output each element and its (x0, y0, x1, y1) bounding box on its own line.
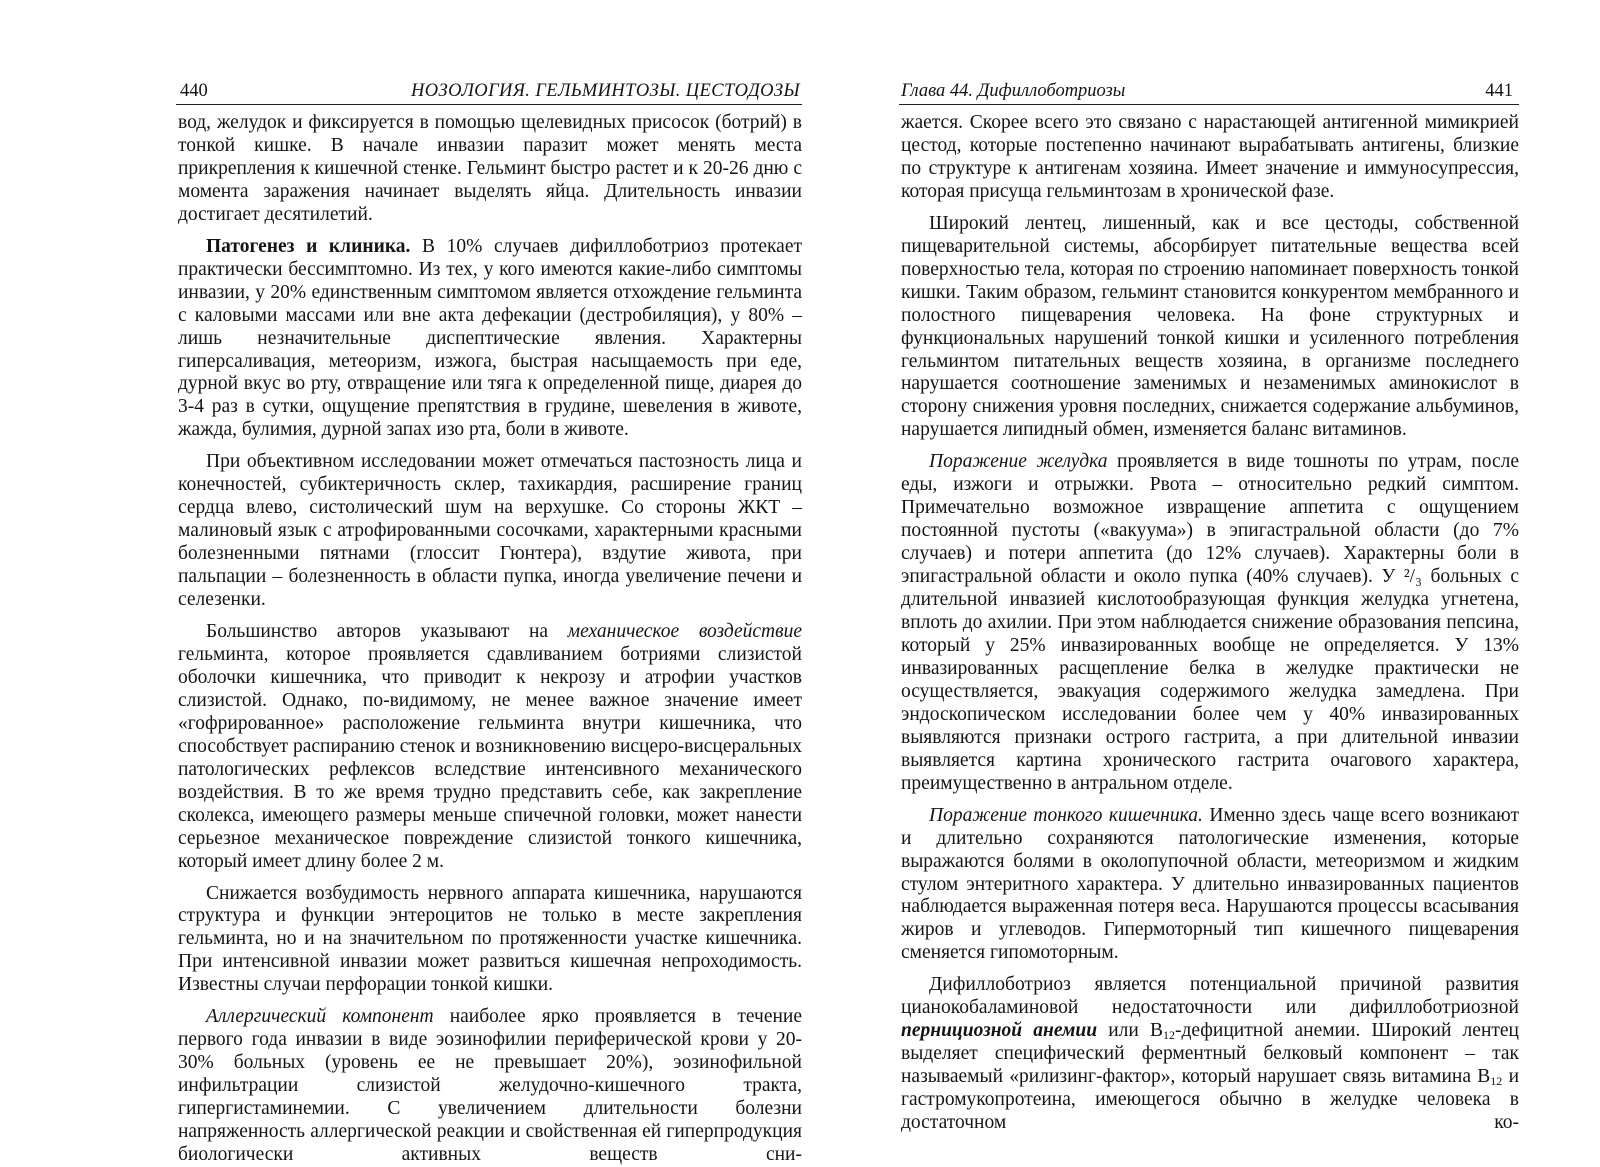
right-running-head (899, 78, 1519, 105)
right-paragraph-2: Широкий лентец, лишенный, как и все цестоды, собственной пищеварительной системы, абсорбирует питательные вещества всей поверхностью тела, которая по строению напоминает поверхность тонкой кишки. Таким образом, гельминт становится конкурентом мембранного и полостного пищеварения человека. На фоне структурных и функциональных нарушений тонкой кишки и усиленного потребления гельминтом питательных веществ хозяина, в организме последнего нарушается соотношение заменимых и незаменимых аминокислот в сторону снижения уровня последних, снижается содержание альбуминов, нарушается липидный обмен, изменяется баланс витаминов. (901, 212, 1519, 441)
left-paragraph-2 (178, 236, 802, 443)
pernicious-anemia-term: пернициозной анемии (901, 1020, 1098, 1042)
b12-subscript-1: 12 (1162, 1028, 1175, 1043)
right-paragraph-5-text-c: -дефицитной анемии. Широкий лентец выделяет специфический ферментный белковый компонент – так называемый «рилизинг-фактор», который нарушает связь витамина B (901, 1020, 1519, 1088)
b12-subscript-2: 12 (1490, 1074, 1503, 1089)
right-page-number: 441 (1485, 81, 1513, 101)
right-page-body (901, 112, 1519, 1135)
right-paragraph-3-text-a: проявляется в виде тошноты по утрам, после еды, изжоги и отрыжки. Рвота – относительно редкий симптом. Примечательно возможное извращение аппетита с ощущением постоянной пустоты («вакуума») в эпигастральной области (до 7% случаев) и потери аппетита (до 12% случаев). Характерны боли в эпигастральной области и около пупка (40% случаев). У (901, 451, 1520, 588)
left-paragraph-4 (178, 621, 802, 873)
stomach-lesion-term: Поражение желудка (929, 451, 1108, 473)
mechanical-action-term: механическое воздействие (567, 621, 802, 643)
left-paragraph-4-text: гельминта, которое проявляется сдавливанием ботриями слизистой оболочки кишечника, что приводит к некрозу и атрофии участков слизистой. Однако, по-видимому, не менее важное значение имеет «гофрированное» расположение гельминта внутри кишечника, что способствует распиранию стенок и возникновению висцеро-висцеральных патологических рефлексов вследствие интенсивного механического воздействия. В то же время трудно представить себе, как закрепление сколекса, имеющего размеры меньше спичечной головки, может нанести серьезное механическое повреждение слизистой тонкого кишечника, который имеет длину более 2 м. (178, 643, 802, 872)
left-running-head (176, 78, 802, 105)
right-paragraph-5-text-a: Дифиллоботриоз является потенциальной причиной развития цианокобаламиновой недостаточности или дифиллоботриозной (901, 974, 1519, 1019)
left-paragraph-1: вод, желудок и фиксируется в помощью щелевидных присосок (ботрий) в тонкой кишке. В начале инвазии паразит может менять места прикрепления к кишечной стенке. Гельминт быстро растет и к 20-26 дню с момента заражения начинает выделять яйца. Длительность инвазии достигает десятилетий. (178, 112, 802, 225)
left-paragraph-2-text: В 10% случаев дифиллоботриоз протекает практически бессимптомно. Из тех, у кого имеются какие-либо симптомы инвазии, у 20% единственным симптомом является отхождение гельминта с каловыми массами или вне акта дефекации (дестробиляция), у 80% – лишь незначительные диспептические явления. Характерны гиперсаливация, метеоризм, изжога, быстрая насыщаемость при еде, дурной вкус во рту, отвращение или тяга к определенной пище, диарея до 3-4 раз в сутки, ощущение препятствия в грудине, шевеления в животе, жажда, булимия, дурной запах изо рта, боли в животе. (178, 235, 802, 441)
left-page-number: 440 (180, 81, 208, 101)
left-running-title: НОЗОЛОГИЯ. ГЕЛЬМИНТОЗЫ. ЦЕСТОДОЗЫ (411, 81, 800, 101)
pathogenesis-heading: Патогенез и клиника. (206, 235, 411, 257)
left-page-body (178, 112, 802, 1167)
right-paragraph-5-text-d: и гастромукопротеина, имеющегося обычно в желудке человека в достаточном ко- (901, 1066, 1520, 1134)
right-page (899, 0, 1519, 1134)
left-page (176, 0, 802, 1165)
right-paragraph-5 (901, 974, 1519, 1135)
allergic-component-term: Аллергический компонент (206, 1006, 434, 1028)
left-paragraph-5: Снижается возбудимость нервного аппарата кишечника, нарушаются структура и функции энтероцитов не только в месте закрепления гельминта, но и на значительном по протяженности участке кишечника. При интенсивной инвазии может развиться кишечная непроходимость. Известны случаи перфорации тонкой кишки. (178, 882, 802, 996)
left-paragraph-4-lead: Большинство авторов указывают на (206, 621, 568, 643)
right-paragraph-4 (901, 805, 1519, 966)
right-paragraph-5-text-b: или B (1097, 1020, 1163, 1042)
small-intestine-lesion-term: Поражение тонкого кишечника. (929, 804, 1203, 826)
right-running-title: Глава 44. Дифиллоботриозы (901, 81, 1126, 101)
left-paragraph-6 (178, 1006, 802, 1167)
right-paragraph-3 (901, 451, 1519, 795)
right-paragraph-1: жается. Скорее всего это связано с нарастающей антигенной мимикрией цестод, которые постепенно начинают вырабатывать антигены, близкие по структуре к антигенам хозяина. Имеет значение и иммуносупрессия, которая присуща гельминтозам в хронической фазе. (901, 112, 1519, 202)
left-paragraph-3: При объективном исследовании может отмечаться пастозность лица и конечностей, субиктеричность склер, тахикардия, расширение границ сердца влево, систолический шум на верхушке. Со стороны ЖКТ – малиновый язык с атрофированными сосочками, характерными красными болезненными пятнами (глоссит Гюнтера), вздутие живота, при пальпации – болезненность в области пупка, иногда увеличение печени и селезенки. (178, 451, 802, 611)
right-paragraph-4-text: Именно здесь чаще всего возникают и длительно сохраняются патологические изменения, которые выражаются болями в околопупочной области, метеоризмом и жидким стулом энтеритного характера. У длительно инвазированных пациентов наблюдается выраженная потеря веса. Нарушаются процессы всасывания жиров и углеводов. Гипермоторный тип кишечного пищеварения сменяется гипомоторным. (901, 804, 1520, 964)
left-paragraph-6-text: наиболее ярко проявляется в течение первого года инвазии в виде эозинофилии периферической крови у 20-30% больных (уровень ее не превышает 20%), эозинофильной инфильтрации слизистой желудочно-кишечного тракта, гипергистаминемии. С увеличением длительности болезни напряженность аллергической реакции и свойственная ей гиперпродукция биологически активных веществ сни- (178, 1006, 802, 1165)
two-thirds-fraction: ²/₃ (1403, 566, 1422, 588)
right-paragraph-3-text-b: больных с длительной инвазией кислотообразующая функция желудка угнетена, вплоть до ахилии. При этом наблюдается снижение образования пепсина, который у 25% инвазированных вообще не определяется. У 13% инвазированных расщепление белка в желудке практически не осуществляется, эвакуация содержимого желудка замедлена. При эндоскопическом исследовании более чем у 40% инвазированных выявляются признаки острого гастрита, а при длительной инвазии выявляется картина хронического гастрита очагового характера, преимущественно в антральном отделе. (901, 566, 1519, 794)
